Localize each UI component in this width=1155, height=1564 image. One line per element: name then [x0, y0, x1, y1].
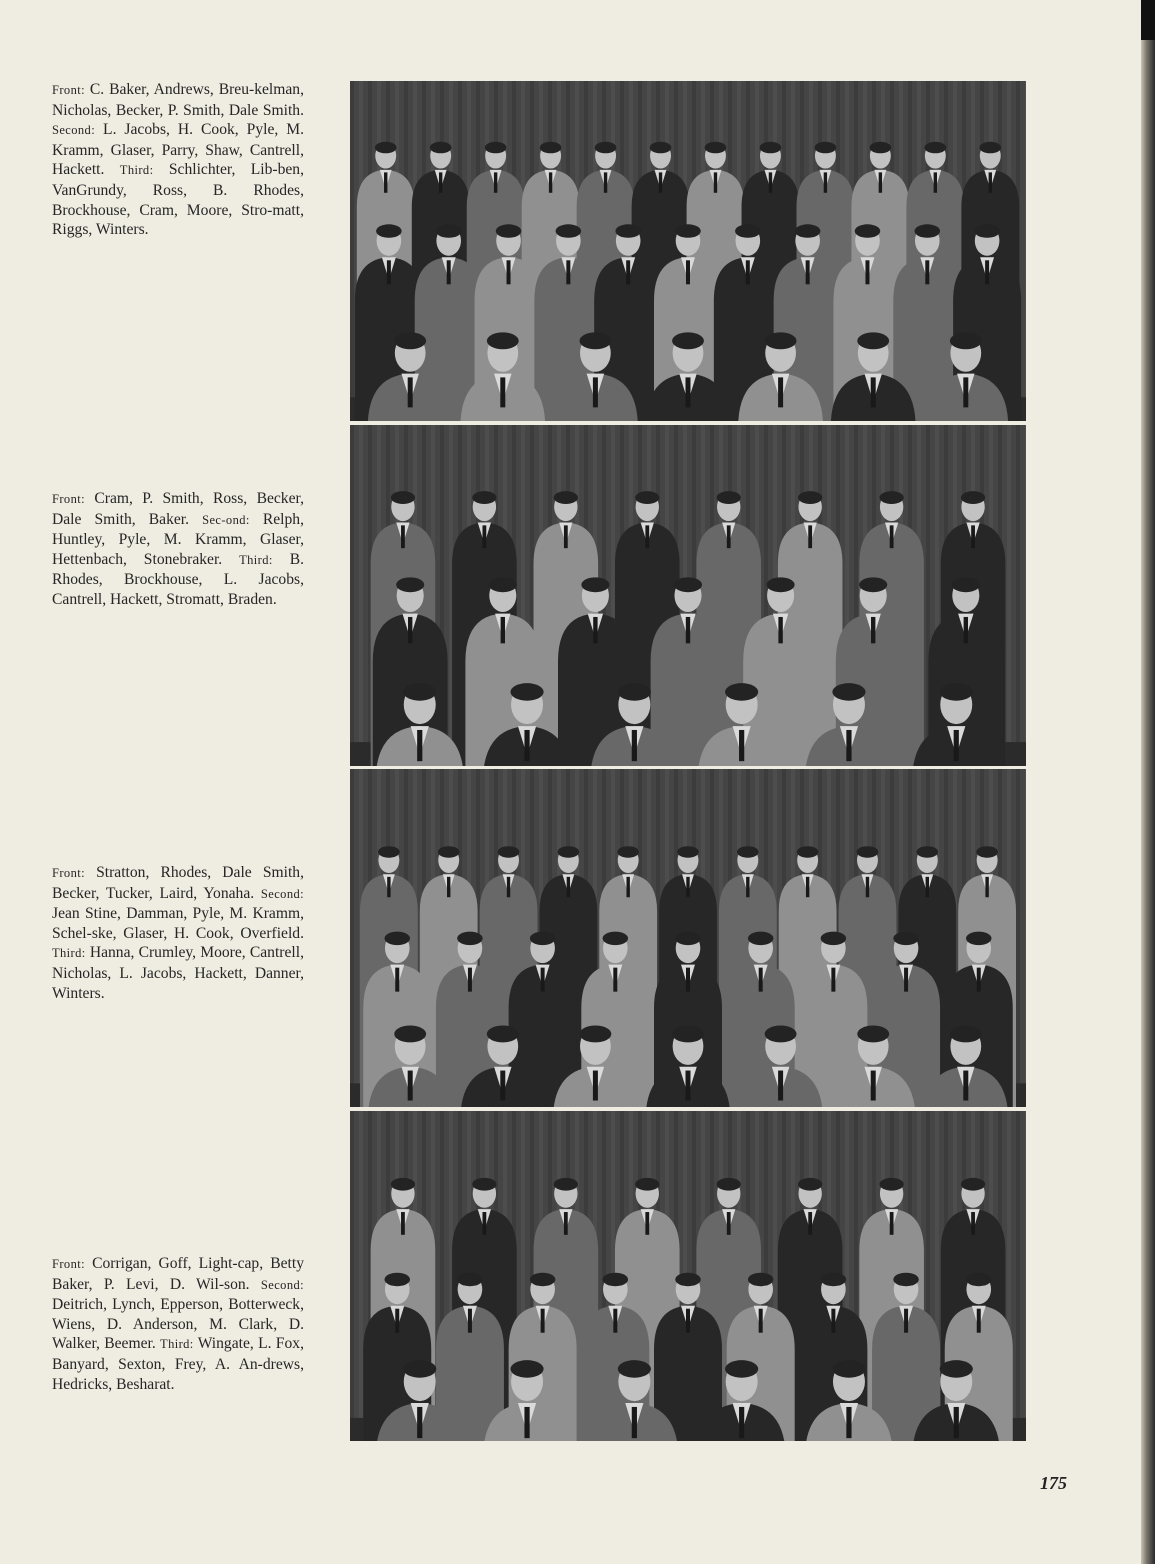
photo-image [350, 769, 1026, 1107]
third-label: Third: [119, 163, 154, 178]
front-names: C. Baker, Andrews, Breu-kelman, Nicholas, Becker, P. Smith, Dale Smith. [52, 81, 305, 119]
caption-group-2 [52, 489, 304, 610]
third-label: Third: [160, 1337, 194, 1352]
caption-group-3 [52, 863, 304, 1003]
second-label: Second: [52, 123, 96, 138]
photo-image [350, 81, 1026, 421]
photo-image [350, 425, 1026, 766]
second-names: L. Jacobs, H. Cook, Pyle, M. Kramm, Glaser, Parry, Shaw, Cantrell, Hackett. [52, 121, 304, 179]
front-names: Corrigan, Goff, Light-cap, Betty Baker, P. Levi, D. Wil-son. [52, 1255, 304, 1293]
second-label: Sec-ond: [202, 512, 250, 527]
group-photo-2 [350, 425, 1026, 766]
front-names: Cram, P. Smith, Ross, Becker, Dale Smith, Baker. [52, 490, 304, 528]
front-label: Front: [52, 866, 85, 880]
front-names: Stratton, Rhodes, Dale Smith, Becker, Tucker, Laird, Yonaha. [52, 864, 304, 902]
page-number: 175 [1040, 1473, 1067, 1493]
front-label: Front: [52, 492, 85, 506]
group-photo-4 [350, 1111, 1026, 1441]
third-names: Wingate, L. Fox, Banyard, Sexton, Frey, A. An-drews, Hedricks, Besharat. [52, 1335, 304, 1393]
third-names: B. Rhodes, Brockhouse, L. Jacobs, Cantrell, Hackett, Stromatt, Braden. [52, 550, 305, 608]
photo-image [350, 1111, 1026, 1441]
second-names: Relph, Huntley, Pyle, M. Kramm, Glaser, Hettenbach, Stonebraker. [52, 510, 304, 568]
front-label: Front: [52, 1257, 85, 1271]
group-photo-1 [350, 81, 1026, 421]
page-edge-dark [1141, 0, 1155, 40]
second-names: Jean Stine, Damman, Pyle, M. Kramm, Schel-ske, Glaser, H. Cook, Overfield. [52, 905, 304, 942]
third-label: Third: [239, 552, 273, 567]
caption-group-4 [52, 1254, 304, 1394]
third-names: Hanna, Crumley, Moore, Cantrell, Nicholas, L. Jacobs, Hackett, Danner, Winters. [52, 944, 304, 1002]
group-photo-3 [350, 769, 1026, 1107]
third-label: Third: [52, 946, 86, 961]
second-label: Second: [260, 1277, 304, 1292]
page-edge [1141, 0, 1155, 1564]
second-label: Second: [260, 886, 304, 901]
third-names: Schlichter, Lib-ben, VanGrundy, Ross, B. Rhodes, Brockhouse, Cram, Moore, Stro-matt, Riggs, Winters. [52, 161, 305, 239]
front-label: Front: [52, 83, 85, 97]
caption-group-1 [52, 80, 304, 240]
second-names: Deitrich, Lynch, Epperson, Botterweck, Wiens, D. Anderson, M. Clark, D. Walker, Beemer. [52, 1296, 304, 1353]
